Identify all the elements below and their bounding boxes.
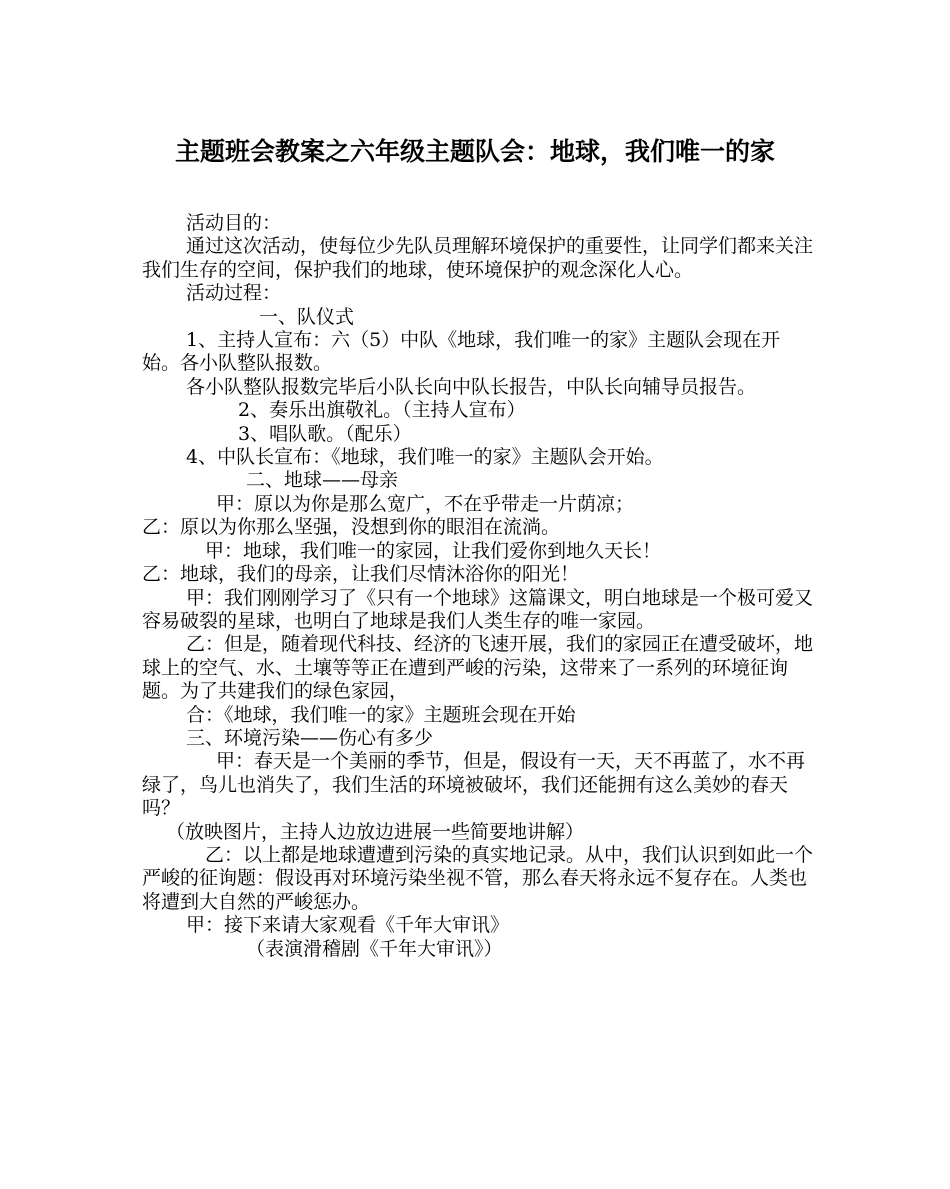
dialogue-line: 合：《地球，我们唯一的家》主题班会现在开始 (186, 703, 576, 726)
section-heading-1: 一、队仪式 (259, 305, 355, 328)
dialogue-line: 乙：但是，随着现代科技、经济的飞速开展，我们的家园正在遭受破坏，地球上的空气、水、土壤等等正在遭到严峻的污染，这带来了一系列的环境征询题。为了共建我们的绿色家园， (142, 633, 814, 703)
document-body (142, 212, 814, 961)
paragraph-step-3: 3、唱队歌。（配乐） (238, 422, 412, 445)
dialogue-line: 乙：原以为你那么坚强，没想到你的眼泪在流淌。 (142, 516, 561, 539)
stage-direction: （表演滑稽剧《千年大审讯》） (246, 937, 503, 960)
dialogue-line: 甲：原以为你是那么宽广，不在乎带走一片荫凉； (216, 492, 635, 515)
paragraph-process-heading: 活动过程： (186, 282, 282, 305)
stage-direction: （放映图片，主持人边放边进展一些简要地讲解） (166, 820, 585, 843)
dialogue-line: 甲：春天是一个美丽的季节，但是，假设有一天，天不再蓝了，水不再绿了，鸟儿也消失了，我们生活的环境被破坏，我们还能拥有这么美妙的春天吗？ (142, 750, 806, 820)
paragraph-step-4: 4、中队长宣布：《地球，我们唯一的家》主题队会开始。 (186, 446, 664, 469)
paragraph-report: 各小队整队报数完毕后小队长向中队长报告，中队长向辅导员报告。 (186, 375, 757, 398)
dialogue-line: 甲：我们刚刚学习了《只有一个地球》这篇课文，明白地球是一个极可爱又容易破裂的星球，也明白了地球是我们人类生存的唯一家园。 (142, 586, 814, 632)
dialogue-line: 乙：地球，我们的母亲，让我们尽情沐浴你的阳光！ (142, 563, 580, 586)
dialogue-line: 甲：接下来请大家观看《千年大审讯》 (186, 914, 510, 937)
paragraph-purpose-text: 通过这次活动，使每位少先队员理解环境保护的重要性，让同学们都来关注我们生存的空间，保护我们的地球，使环境保护的观念深化人心。 (142, 235, 814, 281)
paragraph-step-1: 1、主持人宣布：六（5）中队《地球，我们唯一的家》主题队会现在开始。各小队整队报数。 (142, 329, 781, 375)
document-title: 主题班会教案之六年级主题队会：地球，我们唯一的家 (174, 137, 775, 166)
paragraph-step-2: 2、奏乐出旗敬礼。（主持人宣布） (238, 399, 526, 422)
section-heading-3: 三、环境污染——伤心有多少 (186, 726, 434, 749)
paragraph-purpose-heading: 活动目的： (186, 212, 282, 234)
dialogue-line: 甲：地球，我们唯一的家园，让我们爱你到地久天长！ (205, 539, 662, 562)
section-heading-2: 二、地球——母亲 (246, 469, 399, 492)
dialogue-line: 乙：以上都是地球遭遭到污染的真实地记录。从中，我们认识到如此一个严峻的征询题：假设再对环境污染坐视不管，那么春天将永远不复存在。人类也将遭到大自然的严峻惩办。 (142, 843, 814, 913)
